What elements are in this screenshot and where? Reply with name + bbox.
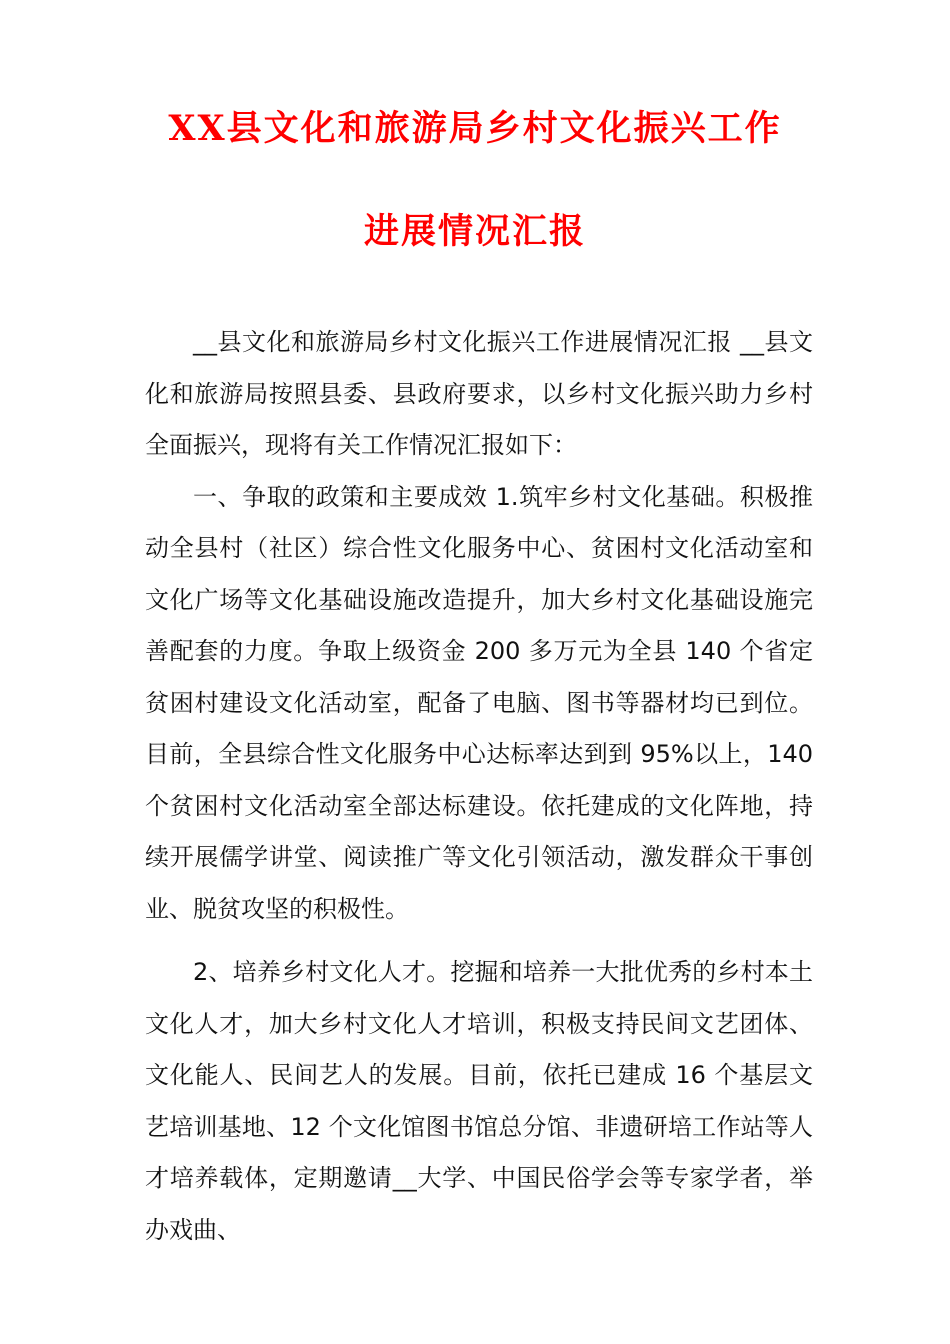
paragraph-section-2: 2、培养乡村文化人才。挖掘和培养一大批优秀的乡村本土文化人才，加大乡村文化人才培训，积极支持民间文艺团体、文化能人、民间艺人的发展。目前，依托已建成 16 个基层文艺培训基地、12 个文化馆图书馆总分馆、非遗研培工作站等人才培养载体，定期邀请__大学、中国民俗学会等专家学者，举办戏曲、	[145, 958, 813, 1244]
document-title-line-2: 进展情况汇报	[363, 211, 586, 252]
document-body	[145, 317, 813, 1256]
document-title-line-1: XX县文化和旅游局乡村文化振兴工作	[168, 108, 782, 149]
paragraph-section-1: 一、争取的政策和主要成效 1.筑牢乡村文化基础。积极推动全县村（社区）综合性文化服务中心、贫困村文化活动室和文化广场等文化基础设施改造提升，加大乡村文化基础设施完善配套的力度。争取上级资金 200 多万元为全县 140 个省定贫困村建设文化活动室，配备了电脑、图书等器材均已到位。目前，全县综合性文化服务中心达标率达到到 95%以上，140 个贫困村文化活动室全部达标建设。依托建成的文化阵地，持续开展儒学讲堂、阅读推广等文化引领活动，激发群众干事创业、脱贫攻坚的积极性。	[145, 482, 813, 923]
paragraph-intro: __县文化和旅游局乡村文化振兴工作进展情况汇报 __县文化和旅游局按照县委、县政府要求，以乡村文化振兴助力乡村全面振兴，现将有关工作情况汇报如下：	[145, 328, 813, 459]
